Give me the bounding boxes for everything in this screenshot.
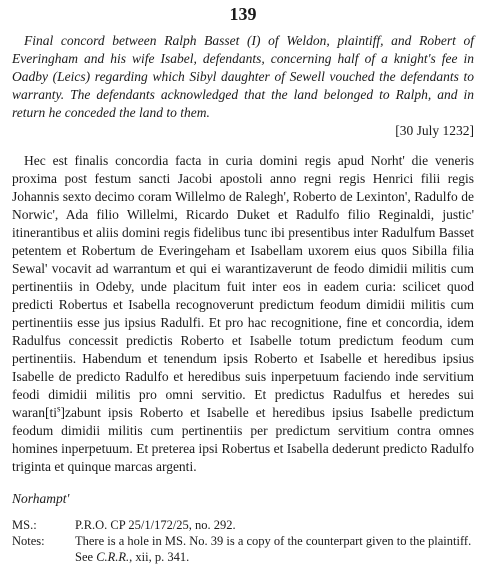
place-name: Norhampt'	[12, 491, 70, 506]
superscript-letter: s	[56, 403, 61, 414]
notes-text-part-1: There is a hole in MS. No. 39 is a copy of the counterpart given to the plaintiff. See	[75, 534, 472, 564]
ms-label: MS.:	[12, 518, 37, 532]
notes-section	[12, 517, 474, 565]
document-date: [30 July 1232]	[395, 123, 474, 138]
notes-text	[75, 533, 474, 565]
notes-row	[12, 533, 474, 565]
ms-row	[12, 517, 474, 533]
document-summary: Final concord between Ralph Basset (I) of Weldon, plaintiff, and Robert of Everingham and his wife Isabel, defendants, concerning half of a knight's fee in Oadby (Leics) regarding which Sibyl daughter of Sewell vouched the defendants to warranty. The defendants acknowledged that the land belonged to Ralph, and in return he conceded the land to them.	[12, 33, 474, 120]
ms-text: P.R.O. CP 25/1/172/25, no. 292.	[75, 518, 236, 532]
latin-text	[12, 152, 474, 476]
latin-text-part-1: Hec est finalis concordia facta in curia domini regis apud Norht' die veneris proxima post festum sancti Jacobi apostoli anno regni regis Henrici filii regis Johannis sexto decimo coram Willelmo de Ralegh', Roberto de Lexinton', Radulfo de Norwic', Ada filio Willelmi, Ricardo Duket et Radulfo filio Reginaldi, justic' itinerantibus et aliis domini regis fidelibus tunc ibi presentibus inter Radulfum Basset petentem et Robertum de Everingeham et Isabellam uxorem eius quos Sibilla filia Sewal' vocavit ad warrantum et qui ei warantizaverunt de feodo dimidii militis cum pertinentiis in Odeby, unde placitum fuit inter eos in eadem curia: scilicet quod predicti Robertus et Isabella recognoverunt predictum feodum dimidii militis cum pertinentiis esse jus ipsius Radulfi. Et pro hac recognitione, fine et concordia, idem Radulfus concessit predictis Roberto et Isabelle totum predictum feodum cum pertinentiis. Habendum et tenendum ipsis Roberto et Isabelle et heredibus ipsius Isabelle de predicto Radulfo et heredibus suis inperpetuum faciendo inde servitium feodi dimidii militis pro omni servitio. Et predictus Radulfus et heredes sui waran[ti	[12, 153, 474, 420]
notes-label: Notes:	[12, 534, 45, 548]
notes-text-part-2: , xii, p. 341.	[129, 550, 190, 564]
page-number: 139	[229, 4, 257, 24]
notes-reference: C.R.R.	[96, 550, 130, 564]
latin-text-part-2: ]zabunt ipsis Roberto et Isabelle et heredibus ipsius Isabelle predictum feodum dimidii militis cum pertinentiis per predictum servitium contra omnes homines inperpetuum. Et preterea ipsi Robertus et Isabella dederunt predicto Radulfo triginta et quinque marcas argenti.	[12, 405, 474, 474]
